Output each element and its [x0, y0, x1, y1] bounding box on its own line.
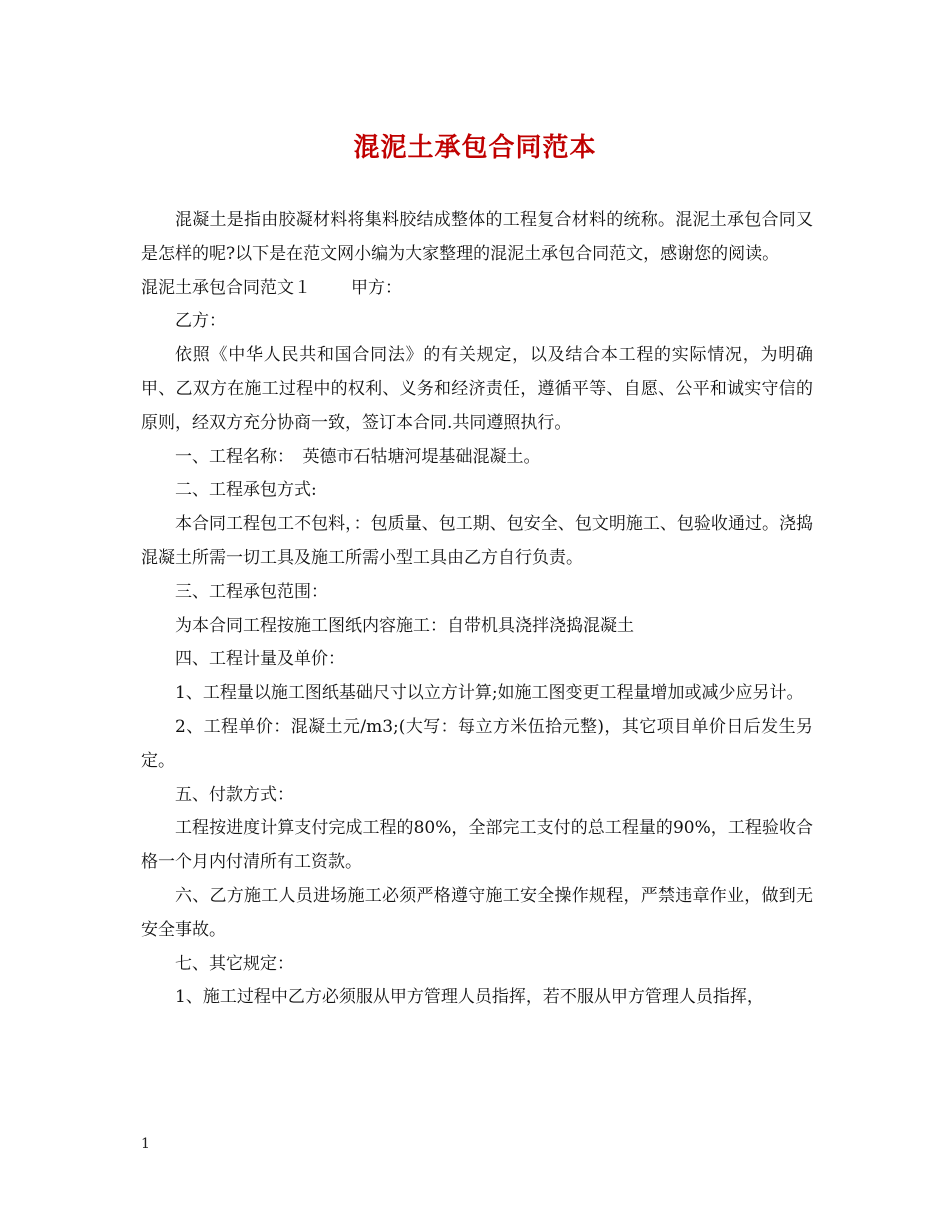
clause-pricing-item-1: 1、工程量以施工图纸基础尺寸以立方计算;如施工图变更工程量增加或减少应另计。 — [175, 683, 804, 704]
section-heading-line — [141, 272, 813, 306]
page-number: 1 — [141, 1136, 150, 1152]
party-a-label: 甲方： — [351, 277, 402, 298]
clause-safety: 六、乙方施工人员进场施工必须严格遵守施工安全操作规程，严禁违章作业，做到无安全事故。 — [141, 885, 813, 940]
section-heading: 混泥土承包合同范文１ — [141, 277, 311, 298]
clause-payment-heading: 五、付款方式： — [175, 784, 294, 805]
clause-contract-method-heading: 二、工程承包方式: — [175, 480, 317, 501]
clause-payment: 工程按进度计算支付完成工程的80%，全部完工支付的总工程量的90%，工程验收合格一个月内付清所有工资款。 — [141, 818, 813, 873]
clause-contract-method: 本合同工程包工不包料，：包质量、包工期、包安全、包文明施工、包验收通过。浇捣混凝土所需一切工具及施工所需小型工具由乙方自行负责。 — [141, 514, 813, 568]
clause-pricing-item-2: 2、工程单价：混凝土元/m3;(大写：每立方米伍拾元整)，其它项目单价日后发生另定。 — [141, 716, 813, 771]
clause-pricing-heading: 四、工程计量及单价： — [175, 649, 345, 670]
clause-scope: 为本合同工程按施工图纸内容施工：自带机具浇拌浇捣混凝土 — [175, 615, 634, 636]
preamble-paragraph: 依照《中华人民共和国合同法》的有关规定，以及结合本工程的实际情况，为明确甲、乙双方在施工过程中的权利、义务和经济责任，遵循平等、自愿、公平和诚实守信的原则，经双方充分协商一致，签订本合同.共同遵照执行。 — [141, 345, 813, 433]
intro-paragraph: 混凝土是指由胶凝材料将集料胶结成整体的工程复合材料的统称。混泥土承包合同又是怎样的呢?以下是在范文网小编为大家整理的混泥土承包合同范文，感谢您的阅读。 — [141, 210, 813, 264]
document-title: 混泥土承包合同范本 — [353, 133, 597, 163]
clause-project-name: 一、工程名称： 英德市石牯塘河堤基础混凝土。 — [175, 446, 541, 467]
clause-scope-heading: 三、工程承包范围： — [175, 581, 328, 602]
clause-other-heading: 七、其它规定： — [175, 953, 294, 974]
party-b-label: 乙方： — [175, 311, 226, 332]
document-body — [141, 204, 813, 1015]
clause-other-item-1: 1、施工过程中乙方必须服从甲方管理人员指挥，若不服从甲方管理人员指挥， — [175, 987, 764, 1008]
